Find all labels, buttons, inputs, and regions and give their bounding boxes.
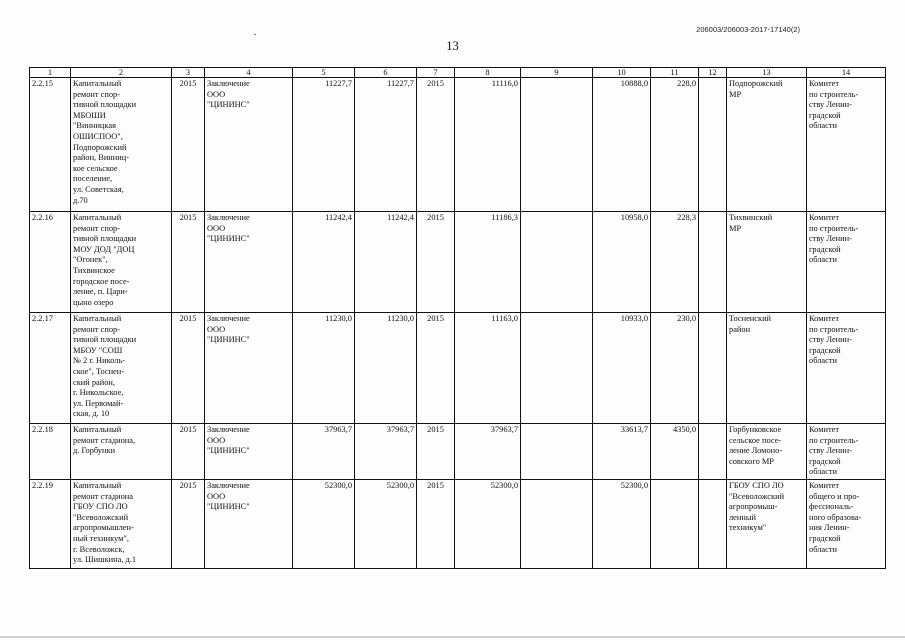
conclusion-cell: Заключение ООО "ЦИНИНС" — [205, 313, 293, 424]
document-id: 206003/206003-2017-17140(2) — [696, 25, 800, 34]
scan-speck — [254, 34, 256, 35]
value-cell: 52300,0 — [355, 480, 417, 569]
responsible-cell: Комитет по строитель- ству Ленин- градской области — [807, 212, 886, 313]
item-number: 2.2.16 — [30, 212, 71, 313]
value-cell: 11163,0 — [455, 313, 521, 424]
table-row — [30, 313, 886, 424]
year-cell: 2015 — [417, 313, 455, 424]
column-header: 10 — [593, 68, 651, 78]
value-cell: 11242,4 — [293, 212, 355, 313]
value-cell: 11230,0 — [293, 313, 355, 424]
object-description: Капитальный ремонт стадиона, д. Горбунки — [71, 424, 172, 480]
table-row — [30, 480, 886, 569]
conclusion-cell: Заключение ООО "ЦИНИНС" — [205, 78, 293, 212]
value-cell: 10933,0 — [593, 313, 651, 424]
municipality-cell: Тихвинский МР — [727, 212, 807, 313]
column-header: 3 — [172, 68, 205, 78]
responsible-cell: Комитет по строитель- ству Ленин- градской области — [807, 78, 886, 212]
value-cell: 230,0 — [651, 313, 699, 424]
value-cell: 37963,7 — [293, 424, 355, 480]
value-cell — [699, 78, 727, 212]
municipality-cell: Горбунковское сельское посе- ление Ломоно- совского МР — [727, 424, 807, 480]
municipality-cell: Тосненский район — [727, 313, 807, 424]
object-description: Капитальный ремонт спор- тивной площадки МБОШИ "Винницкая ОШИСПОО", Подпорожский район, Винниц- кое сельское поселение, ул. Советская, д.70 — [71, 78, 172, 212]
page-number: 13 — [446, 39, 459, 53]
value-cell: 11227,7 — [293, 78, 355, 212]
item-number: 2.2.19 — [30, 480, 71, 569]
object-description: Капитальный ремонт стадиона ГБОУ СПО ЛО "Всеволожский агропромышлен- ный техникум", г. Всеволожск, ул. Шишкина, д.1 — [71, 480, 172, 569]
value-cell: 10888,0 — [593, 78, 651, 212]
column-header: 2 — [71, 68, 172, 78]
value-cell — [699, 424, 727, 480]
value-cell — [521, 313, 593, 424]
year-cell: 2015 — [417, 212, 455, 313]
year-cell: 2015 — [172, 313, 205, 424]
conclusion-cell: Заключение ООО "ЦИНИНС" — [205, 424, 293, 480]
value-cell: 37963,7 — [355, 424, 417, 480]
value-cell: 11227,7 — [355, 78, 417, 212]
value-cell: 228,0 — [651, 78, 699, 212]
year-cell: 2015 — [172, 78, 205, 212]
value-cell: 10958,0 — [593, 212, 651, 313]
year-cell: 2015 — [417, 424, 455, 480]
table-row — [30, 78, 886, 212]
value-cell — [699, 313, 727, 424]
municipality-cell: ГБОУ СПО ЛО "Всеволожский агропромыш- ленный техникум" — [727, 480, 807, 569]
scan-edge — [0, 636, 905, 638]
column-header: 7 — [417, 68, 455, 78]
data-table — [29, 67, 886, 569]
value-cell — [699, 212, 727, 313]
value-cell — [521, 78, 593, 212]
column-header: 4 — [205, 68, 293, 78]
municipality-cell: Подпорожский МР — [727, 78, 807, 212]
item-number: 2.2.17 — [30, 313, 71, 424]
year-cell: 2015 — [172, 480, 205, 569]
value-cell — [699, 480, 727, 569]
item-number: 2.2.18 — [30, 424, 71, 480]
item-number: 2.2.15 — [30, 78, 71, 212]
column-header: 13 — [727, 68, 807, 78]
year-cell: 2015 — [172, 424, 205, 480]
value-cell: 11186,3 — [455, 212, 521, 313]
conclusion-cell: Заключение ООО "ЦИНИНС" — [205, 480, 293, 569]
object-description: Капитальный ремонт спор- тивной площадки МОУ ДОД "ДОЦ "Огонек", Тихвинское городское посе- ление, п. Цари- цыно озеро — [71, 212, 172, 313]
table-row — [30, 212, 886, 313]
value-cell: 11242,4 — [355, 212, 417, 313]
year-cell: 2015 — [172, 212, 205, 313]
column-header: 5 — [293, 68, 355, 78]
value-cell: 52300,0 — [293, 480, 355, 569]
column-header: 12 — [699, 68, 727, 78]
object-description: Капитальный ремонт спор- тивной площадки МБОУ "СОШ № 2 г. Николь- ское", Тоснен- ский район, г. Никольское, ул. Первомай- ская, д. 10 — [71, 313, 172, 424]
value-cell — [651, 480, 699, 569]
responsible-cell: Комитет общего и про- фессиональ- ного образова- ния Ленин- градской области — [807, 480, 886, 569]
value-cell: 11230,0 — [355, 313, 417, 424]
value-cell: 228,3 — [651, 212, 699, 313]
table-row — [30, 424, 886, 480]
column-header: 8 — [455, 68, 521, 78]
value-cell — [521, 212, 593, 313]
responsible-cell: Комитет по строитель- ству Ленин- градской области — [807, 424, 886, 480]
conclusion-cell: Заключение ООО "ЦИНИНС" — [205, 212, 293, 313]
value-cell: 52300,0 — [455, 480, 521, 569]
value-cell: 4350,0 — [651, 424, 699, 480]
year-cell: 2015 — [417, 480, 455, 569]
value-cell — [521, 424, 593, 480]
column-header: 6 — [355, 68, 417, 78]
column-header: 9 — [521, 68, 593, 78]
column-header: 14 — [807, 68, 886, 78]
value-cell — [521, 480, 593, 569]
year-cell: 2015 — [417, 78, 455, 212]
column-header: 1 — [30, 68, 71, 78]
value-cell: 37963,7 — [455, 424, 521, 480]
value-cell: 33613,7 — [593, 424, 651, 480]
value-cell: 52300,0 — [593, 480, 651, 569]
header-row — [30, 68, 886, 78]
value-cell: 11116,0 — [455, 78, 521, 212]
column-header: 11 — [651, 68, 699, 78]
responsible-cell: Комитет по строитель- ству Ленин- градской области — [807, 313, 886, 424]
